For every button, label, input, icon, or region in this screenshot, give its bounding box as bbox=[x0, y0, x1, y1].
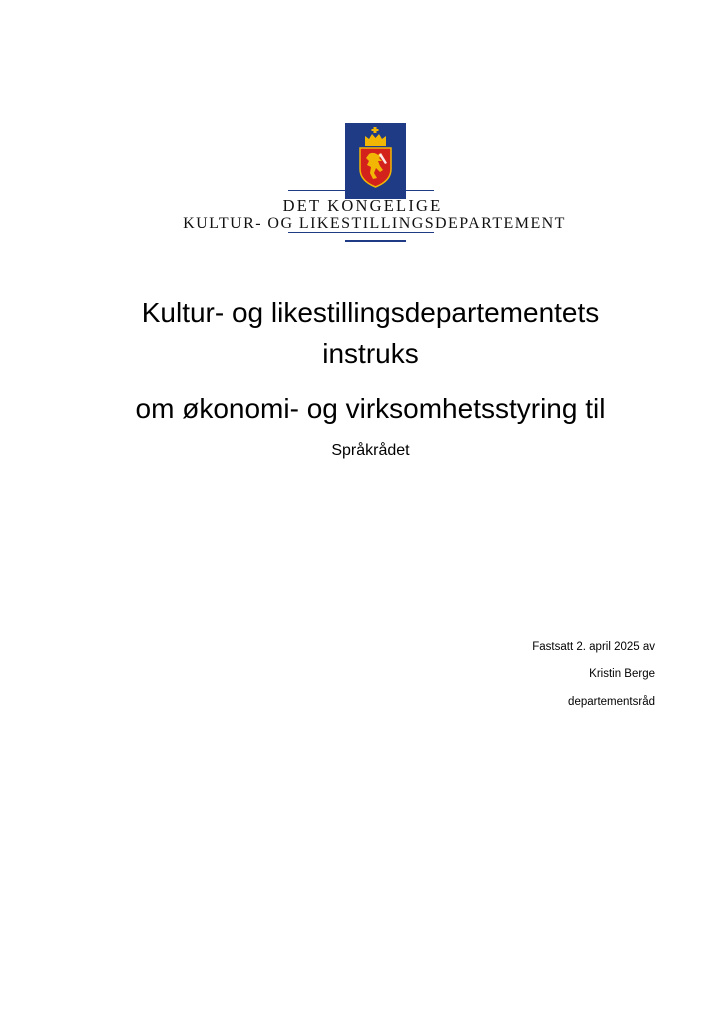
norwegian-coat-of-arms-icon bbox=[345, 123, 406, 199]
document-title-line3: om økonomi- og virksomhetsstyring til bbox=[135, 393, 606, 424]
signature-name: Kristin Berge bbox=[589, 668, 655, 680]
logo-rule-bottom bbox=[345, 240, 406, 242]
logo-rule-middle bbox=[288, 232, 434, 233]
signature-role: departementsråd bbox=[568, 696, 655, 708]
logo-rule-top bbox=[288, 190, 434, 191]
signature-established: Fastsatt 2. april 2025 av bbox=[532, 641, 655, 653]
document-title-line1: Kultur- og likestillingsdepartementets bbox=[141, 297, 600, 328]
logo-text-line2: KULTUR- OG LIKESTILLINGSDEPARTEMENT bbox=[183, 215, 566, 232]
coat-of-arms-logo bbox=[345, 123, 406, 199]
logo-text-line1: DET KONGELIGE bbox=[282, 196, 443, 215]
document-title-line2: instruks bbox=[322, 338, 419, 369]
document-subtitle: Språkrådet bbox=[331, 442, 410, 459]
